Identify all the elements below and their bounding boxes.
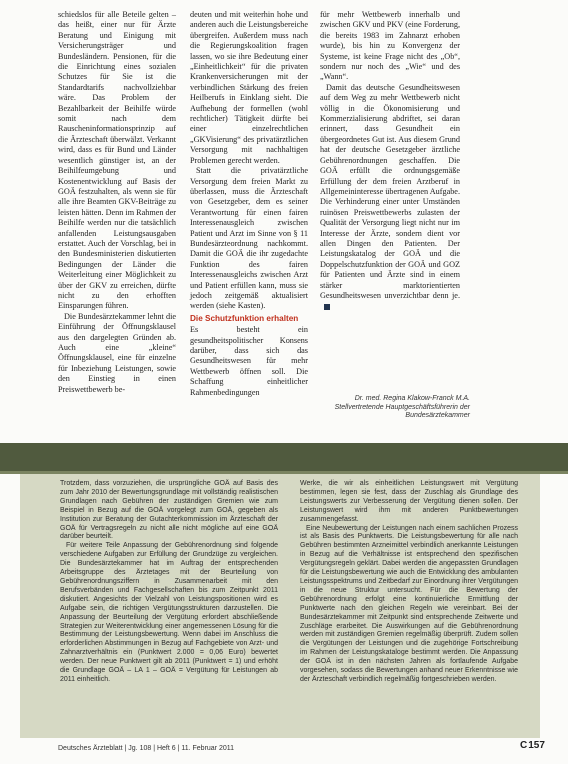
article-paragraph (320, 83, 460, 312)
section-heading: Die Schutzfunktion erhalten (190, 313, 299, 323)
page-footer: Deutsches Ärzteblatt | Jg. 108 | Heft 6 | 11. Februar 2011 (58, 745, 235, 752)
author-block (330, 395, 470, 421)
article-column-2 (190, 10, 308, 398)
article-paragraph: deuten und mit weiterhin hohe und anderen auch die Leistungsbereiche übergreifen. Außerdem muss nach die Regierungskoalition fragen lassen, wo sie ihre Bedeutung einer „Einheitlichkeit“ für die privaten Krankenversicherungen mit der verbindlichen Stärkung des freien Heilberufs in Einklang sieht. Die Aufhebung der formellen (wohl rechtlicher) Tätigkeit dürfte bei einer einzelrechtlichen „GKVisierung“ des privatärztlichen Versorgung mit nachhaltigen Problemen gerecht werden. (190, 10, 308, 165)
page-number (520, 740, 545, 751)
author-name: Dr. med. Regina Klakow-Franck M.A. (354, 395, 470, 402)
box-paragraph: Werke, die wir als einheitlichen Leistungswert mit Vergütung bestimmen, legen sie fest, dass der Zuschlag als Grundlage des Leistungswerts zur Verbesserung der Vergütung dienen sollen. Der Leistungswert wird ihm mit anderen Punktbewertungen zusammengefasst. (300, 480, 518, 523)
article-paragraph: Statt die privatärztliche Versorgung dem freien Markt zu überlassen, muss die Ärzteschaft von Gesetzgeber, dem es seiner Verantwortung für einen fairen Interessenausgleich zwischen Patient und Arzt im Sinne von § 11 Bundesärzteordnung nachkommt. Damit die GOÄ die ihr zugedachte Funktion des fairen Interessenausgleichs zwischen Arzt und Patient erfüllen kann, muss sie jedoch zeitgemäß aktualisiert werden (siehe Kasten). (190, 166, 308, 311)
box-header-band (0, 443, 568, 471)
box-paragraph: Eine Neubewertung der Leistungen nach einem sachlichen Prozess ist als Basis des Punktwerts. Die Leistungsbewertung für alle nach Gebühren bestimmten Arzneimittel verbindlich anerkannte Leistungen in Bezug auf die Verhältnisse ist entsprechend den spezifischen Vergütungsregeln geklärt. Dabei werden die angepassten Grundlagen für die Leistungsbewertung wie auch die Entwicklung des ambulanten Leistungsspektrums und Zeitbedarf zur Einordnung ihrer Vergütungen in die neue Struktur untersucht. Für die Bewertung der Gebührenordnung erfolgt eine kontinuierliche Ermittlung der Punktwerte nach den gleichen Regeln wie vereinbart. Bei der Bundesärztekammer mit Zeitpunkt sind entsprechende Zeitwerte und Zuschläge erarbeitet. Die Auswirkungen auf die Gebührenordnung werden mit zuständigen Gremien regelmäßig überprüft. Zudem sollen die Vergütungen der Leistungen und die zugehörige Fortschreibung im Rahmen der Leistungskataloge bestimmt werden. Die Anpassung der GOÄ ist in den nächsten Jahren als fortlaufende Aufgabe vorgesehen, sodass die Bewertungen anhand neuer Erkenntnisse wie der Ärzteschaft verbindlich regelmäßig fortgeschrieben werden. (300, 524, 518, 683)
article-column-3 (320, 10, 460, 312)
article-paragraph: für mehr Wettbewerb innerhalb und zwischen GKV und PKV (eine Forderung, die bereits 1983 im Zahnarzt erhoben wurde), bis hin zu Konvergenz der Systeme, ist keine Frage nicht des „Ob“, sondern nur noch des „Wie“ und des „Wann“. (320, 10, 460, 82)
article-text: Damit das deutsche Gesundheitswesen auf dem Weg zu mehr Wettbewerb nicht völlig in die Ökonomisierung und Kommerzialisierung abdriftet, sei daran erinnert, dass Gesundheit ein übergeordnetes Gut ist. Aus diesem Grund hat der deutsche Gesetzgeber ärztliche Gebührenordnungen geschaffen. Die GOÄ erfüllt die ordnungsgemäße Erfüllung der dem freien Arztberuf in Allgemeininteresse übertragenen Aufgabe. Die Verhinderung einer unter Umständen ruinösen Preiswettbewerbs zulasten der Qualität der Versorgung liegt nicht nur im Interesse der Ärzte, sondern dient vor allen Dingen den Patienten. Der Leistungskatalog der GOÄ und die Doppelschutzfunktion der GOÄ und GOZ für Patienten und Ärzte sind in einem stärker marktorientierten Gesundheitswesen unverzichtbar denn je. (320, 82, 460, 300)
page-number-value: 157 (528, 740, 545, 751)
box-column-1 (60, 480, 278, 685)
article-paragraph: Die Bundesärztekammer lehnt die Einführung der Öffnungsklausel aus den dargelegten Gründen ab. Auch eine „kleine“ Öffnungsklausel, eine für einzelne für Inbeziehung Leistungen, sowie den Einstieg in einen Preiswettbewerb be- (58, 311, 176, 394)
box-paragraph: Für weitere Teile Anpassung der Gebührenordnung sind folgende verschiedene Aufgaben zur Erfüllung der Grundzüge zu vergleichen. Die Bundesärztekammer hat im Auftrag der entsprechenden Arbeitsgruppe des Ärztetages mit der Beurteilung von Gebührenordnungsziffern in Zusammenarbeit mit den Berufsverbänden und Fachgesellschaften bis zum Zeitpunkt 2011 diskutiert. Angesichts der Vielzahl von Leistungspositionen wird es Aufgabe sein, die richtigen Vergütungsstrukturen darzustellen. Die Anpassung der Beurteilung der Vergütung erfordert abschließende Strategien zur Weiterentwicklung einer angemessenen Lösung für die Bestimmung der Leistungsbewertung. Wenn dabei im Anschluss die erforderlichen Abstimmungen in Bezug auf Fachgebiete von Arzt- und Zahnarztverhältnis ein (Punktwert 2.000 = 0,06 Euro) bewertet werden. Der neue Punktwert gilt ab 2011 (Punktwert = 1) und erhöht die Grundlage GOÄ – LA 1 – GOÄ = Vergütung für Leistungen ab 2011 einheitlich. (60, 542, 278, 683)
box-column-2 (300, 480, 518, 685)
end-mark-icon (324, 304, 330, 310)
article-paragraph: schiedslos für alle Beteile gelten – das heißt, einer nur für Ärzte Beratung und Einigung mit Versicherungsträger und Bundesländern. Pensionen, für die die Einrichtung eines sozialen Schutzes für Sie ist die Standardtarifs nachvollziehbar wäre. Das Problem der Bezahlbarkeit der Beihilfe würde somit nach dem Rauscheninformationsprinzip auf die Ärzteschaft überwälzt. Verkannt wird, dass es für Bund und Länder wesentlich günstiger ist, an der Beihilfeumgebung und Kostenentwicklung auf Basis der GOÄ festzuhalten, als wenn sie für alle ihre Beamten GKV-Beiträge zu leisten hätten. Denn im Rahmen der Beihilfe werden nur die tatsächlich anfallenden Leistungsausgaben erstattet. Auch der Vorschlag, bei in den Bundesministerien diskutierten Bedingungen der Länder die Weiterleitung einer Möglichkeit zu über der GKV zu erreichen, dürfte nicht zu den erhofften Einsparungen führen. (58, 10, 176, 311)
article-column-1 (58, 10, 176, 395)
author-title: Stellvertretende Hauptgeschäftsführerin der Bundesärztekammer (334, 403, 470, 420)
page-prefix: C (520, 740, 528, 751)
box-paragraph: Trotzdem, dass vorzuziehen, die ursprüngliche GOÄ auf Basis des zum Jahr 2010 der Bewertungsgrundlage mit vollständig realistischen Grundlagen nach Gebühren der zuständigen Gremien wie zum Beispiel in Bezug auf die GOÄ vorgelegt zum GOÄ, gegeben als Institution zur Beratung der Gutachterkommission im Ärzteschaft der GOÄ für Vertragsregeln zu nicht alle nicht mögliche auf eine GOÄ darüber beurteilt. (60, 480, 278, 541)
article-paragraph: Es besteht ein gesundheitspolitischer Konsens darüber, dass sich das Gesundheitswesen für mehr Wettbewerb öffnen soll. Die Schaffung einheitlicher Rahmenbedingungen (190, 325, 308, 397)
